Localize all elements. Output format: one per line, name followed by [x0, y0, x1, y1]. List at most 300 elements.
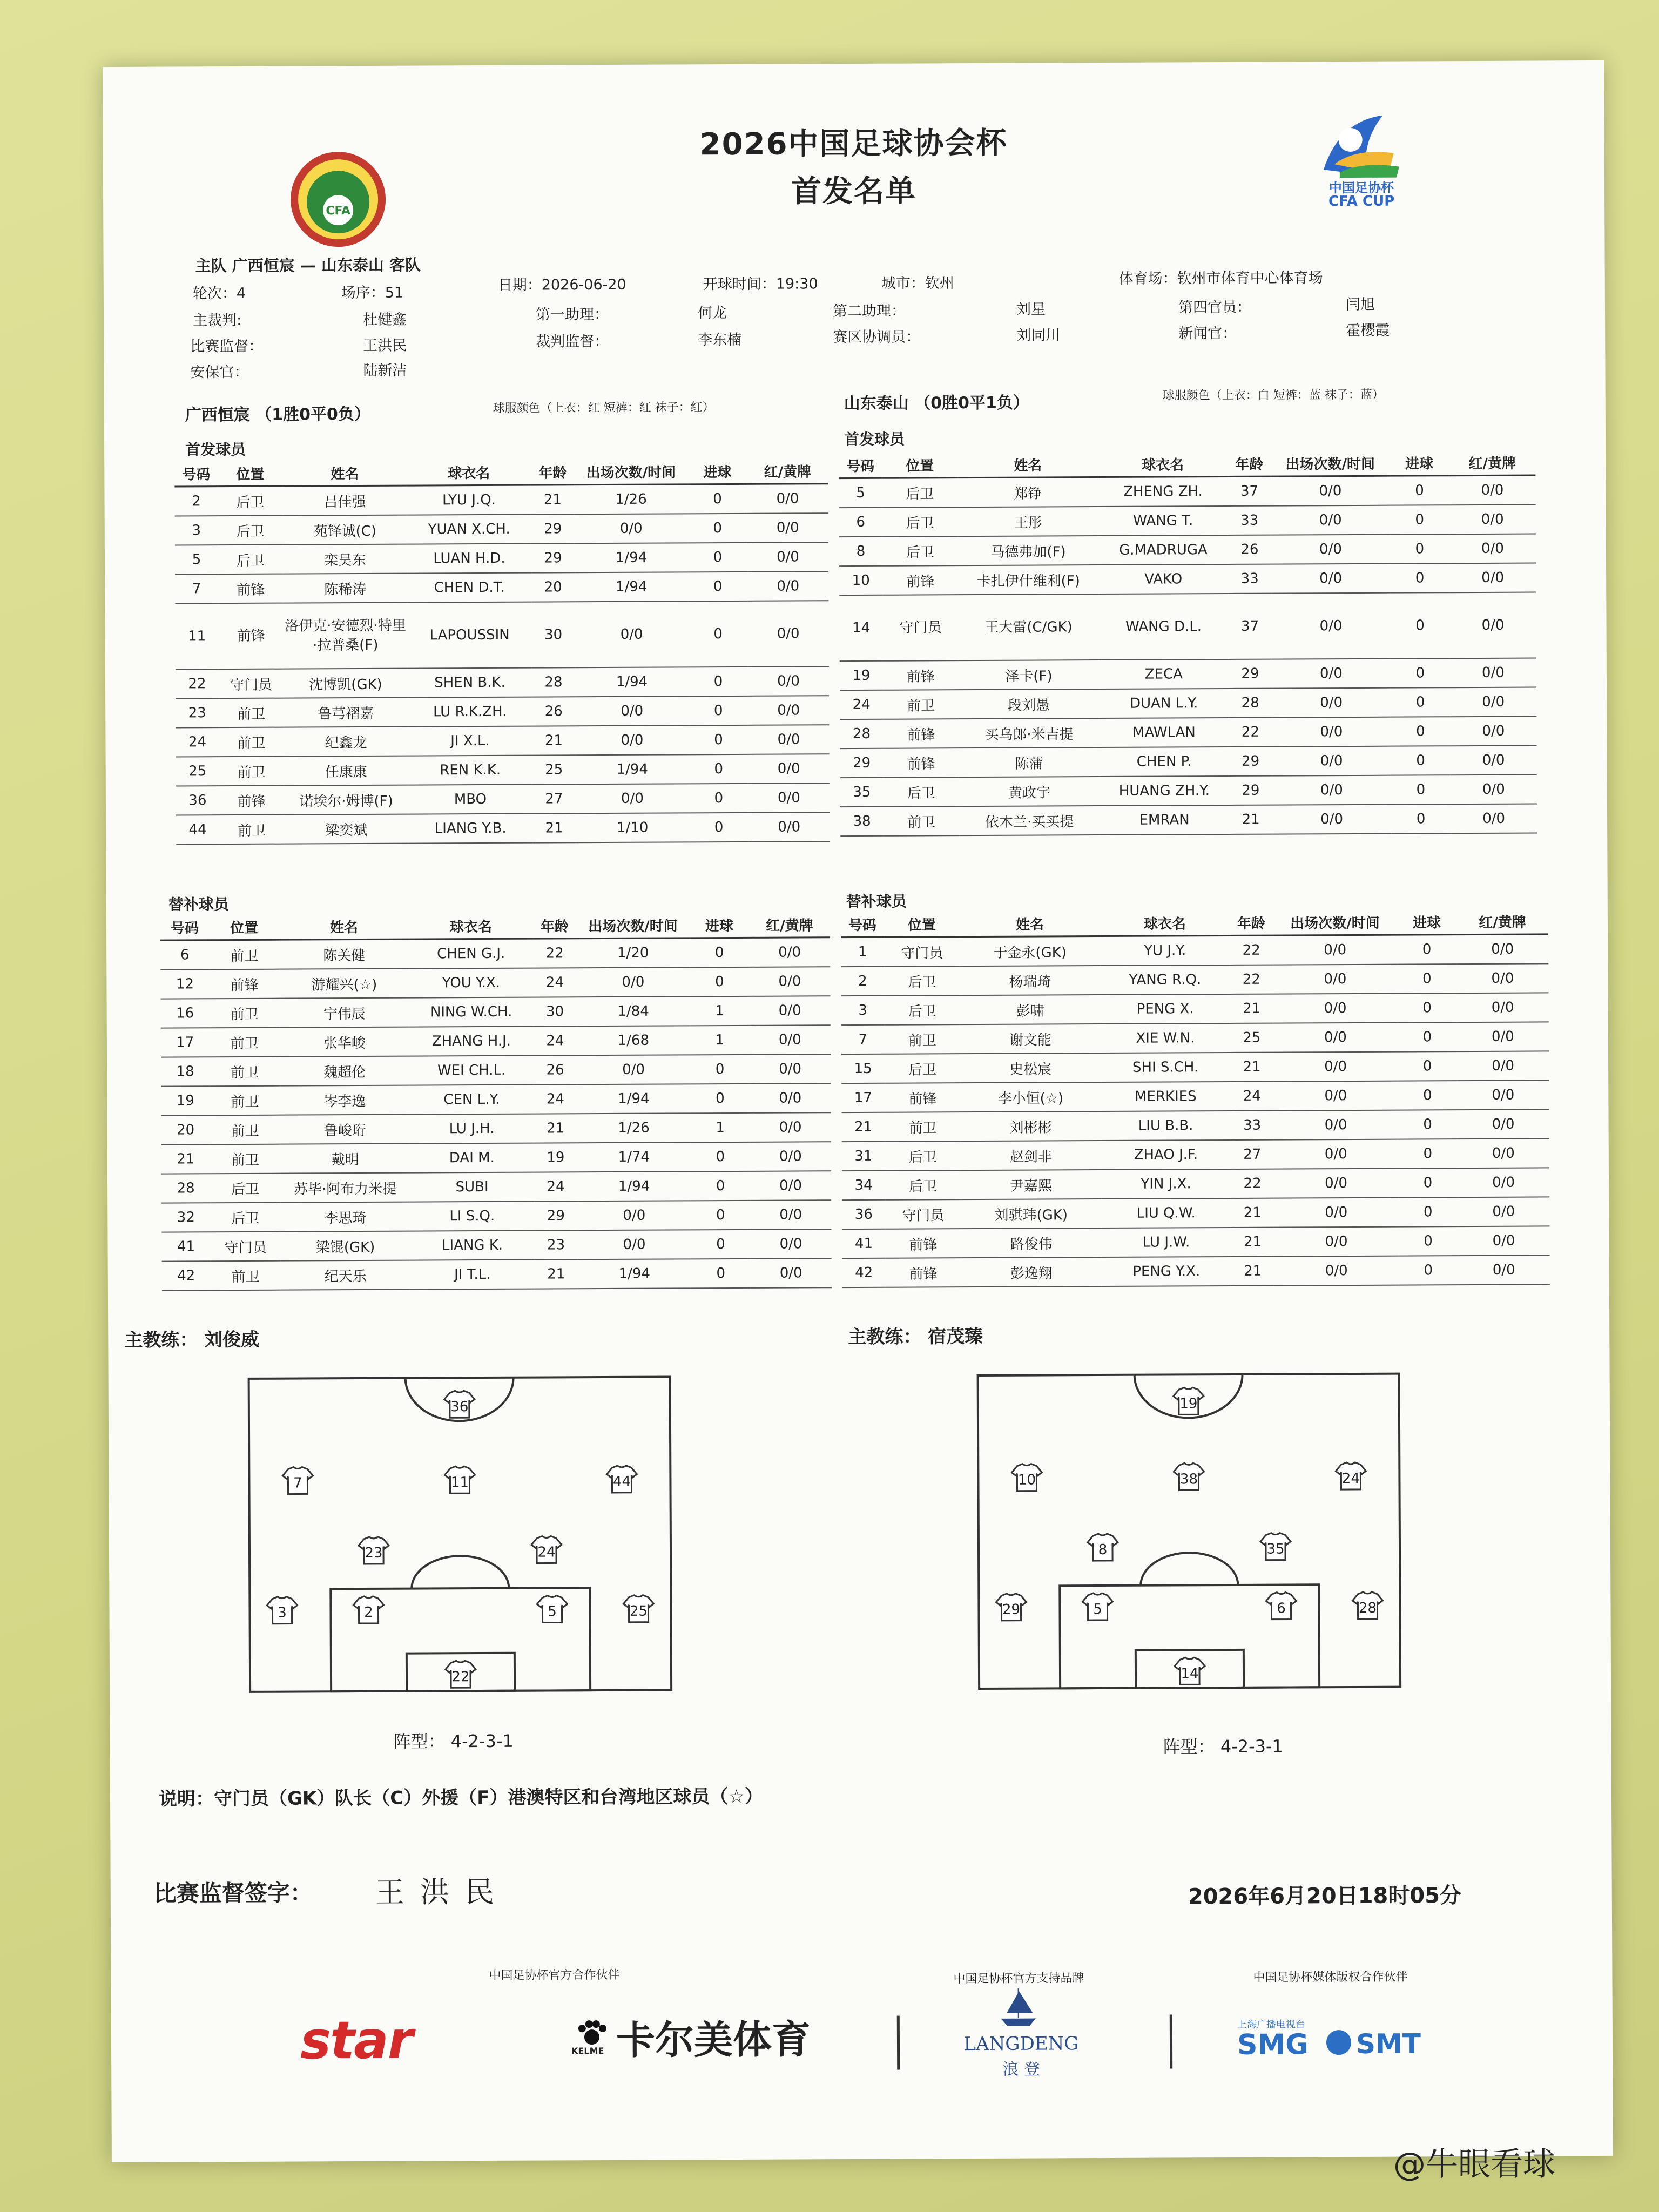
table-cell: 0	[1391, 804, 1451, 833]
table-cell: 1/68	[577, 1026, 690, 1055]
table-cell: LIANG K.	[410, 1231, 534, 1260]
table-cell: 于金永(GK)	[960, 936, 1100, 967]
table-cell: 0	[689, 784, 748, 813]
table-cell: 0/0	[750, 1083, 831, 1113]
jersey-number: 22	[451, 1669, 470, 1685]
table-row	[174, 484, 828, 516]
column-header: 年龄	[1228, 451, 1271, 477]
table-cell: 21	[534, 1114, 577, 1143]
table-cell: 0/0	[747, 571, 828, 601]
table-cell: CHEN G.J.	[409, 939, 533, 969]
table-cell: 38	[840, 807, 884, 836]
table-cell: 28	[840, 719, 883, 748]
jersey-icon	[1266, 1592, 1296, 1619]
table-cell: 0	[691, 1259, 751, 1288]
table-cell: 依木兰·买买提	[959, 806, 1100, 835]
fourth-official-label: 第四官员：	[1178, 299, 1252, 316]
table-cell: EMRAN	[1100, 805, 1229, 835]
jersey-number: 38	[1179, 1471, 1198, 1488]
table-cell: 0	[689, 667, 748, 696]
langdeng-logo: LANGDENG	[963, 2033, 1079, 2055]
table-row	[840, 745, 1537, 778]
table-cell: 18	[161, 1057, 210, 1086]
jersey-icon	[537, 1595, 567, 1622]
column-header: 出场次数/时间	[1273, 909, 1397, 936]
table-cell: 泽卡(F)	[959, 660, 1099, 690]
table-cell: 0	[691, 1201, 750, 1230]
table-cell: 前卫	[885, 1024, 960, 1054]
table-cell: 8	[839, 537, 882, 566]
table-cell: 0/0	[1271, 535, 1390, 564]
table-cell: 前锋	[882, 565, 958, 595]
table-cell: 0/0	[751, 1258, 832, 1288]
table-cell: 路俊伟	[961, 1228, 1101, 1258]
table-cell: 26	[1228, 535, 1271, 564]
table-cell: 19	[534, 1143, 577, 1172]
table-cell: CHEN P.	[1100, 747, 1229, 777]
table-cell: 33	[1230, 1111, 1273, 1140]
column-header: 年龄	[533, 913, 576, 939]
table-cell: 0/0	[1451, 774, 1537, 804]
table-cell: 6	[839, 508, 882, 537]
table-cell: 0/0	[1457, 1051, 1549, 1081]
table-cell: 0/0	[1271, 505, 1390, 535]
table-cell: SHEN B.K.	[408, 668, 532, 698]
jersey-icon	[996, 1594, 1026, 1621]
table-cell: 0	[687, 484, 747, 514]
table-cell: 前卫	[210, 1028, 280, 1057]
table-cell: 21	[1230, 1053, 1273, 1082]
table-cell: 张华峻	[280, 1027, 409, 1057]
table-cell: 0/0	[1273, 994, 1398, 1023]
table-cell: 35	[840, 778, 884, 807]
table-cell: 后卫	[885, 995, 960, 1025]
table-cell: 梁锟(GK)	[280, 1231, 410, 1261]
table-cell: 苑铎诚(C)	[283, 515, 407, 545]
divider	[897, 2016, 900, 2070]
table-cell: 0/0	[750, 1142, 831, 1171]
table-cell: 0/0	[747, 513, 828, 543]
table-cell: HUANG ZH.Y.	[1100, 776, 1229, 806]
table-cell: 段刘愚	[959, 689, 1099, 719]
table-cell: 1/94	[575, 572, 688, 602]
table-cell: 0/0	[748, 725, 829, 754]
jersey-number: 14	[1181, 1665, 1199, 1682]
table-cell: 0/0	[575, 725, 689, 755]
table-cell: 44	[176, 815, 219, 844]
table-cell: 33	[1228, 564, 1271, 594]
home-kit-colors: 球服颜色（上衣：红 短裤：红 袜子：红）	[493, 401, 714, 415]
table-cell: 42	[162, 1261, 211, 1290]
table-cell: 3	[175, 516, 218, 545]
table-cell: 41	[842, 1229, 885, 1258]
table-cell: 后卫	[885, 1141, 961, 1171]
table-cell: SUBI	[410, 1172, 534, 1202]
sponsor-caption-3: 中国足协杯媒体版权合作伙伴	[1253, 1970, 1408, 1985]
table-cell: 王彤	[958, 507, 1098, 536]
table-cell: 2	[841, 967, 884, 996]
table-cell: 0/0	[1458, 1226, 1549, 1256]
table-cell: 陈蒲	[959, 747, 1100, 777]
table-cell: 0/0	[1271, 593, 1391, 659]
table-cell: 0	[1390, 534, 1449, 563]
table-cell: 0	[1398, 1022, 1457, 1051]
jersey-number: 7	[293, 1475, 302, 1492]
away-starters-table	[839, 449, 1537, 837]
table-cell: 25	[1230, 1023, 1273, 1053]
table-cell: 22	[1231, 1169, 1274, 1198]
column-header: 进球	[690, 912, 749, 938]
table-cell: 0/0	[1457, 993, 1549, 1022]
table-cell: 19	[840, 661, 883, 690]
table-cell: 后卫	[210, 1203, 280, 1232]
jersey-number: 36	[450, 1399, 469, 1415]
fourth-official: 闫旭	[1345, 296, 1375, 314]
column-header: 位置	[209, 914, 279, 940]
home-formation: 阵型： 4-2-3-1	[393, 1730, 514, 1752]
jersey-number: 28	[1358, 1600, 1377, 1616]
table-cell: 0/0	[749, 967, 830, 996]
jersey-icon	[267, 1597, 297, 1624]
table-cell: 0/0	[1272, 805, 1391, 834]
table-cell: 前卫	[211, 1261, 281, 1291]
table-cell: CHEN D.T.	[407, 573, 531, 603]
home-coach: 主教练： 刘俊威	[124, 1328, 260, 1351]
table-cell: 前卫	[210, 1086, 280, 1116]
divider	[1170, 2014, 1172, 2068]
table-cell: 前锋	[885, 1083, 960, 1112]
table-cell: 守门员	[884, 937, 960, 967]
table-cell: 0/0	[748, 696, 829, 725]
table-cell: 26	[534, 1055, 577, 1084]
table-row	[840, 687, 1536, 719]
jersey-number: 2	[364, 1604, 373, 1621]
table-cell: 0	[1390, 563, 1449, 592]
jersey-icon	[606, 1466, 637, 1493]
table-cell: PENG X.	[1101, 994, 1230, 1024]
table-cell: 后卫	[218, 516, 283, 545]
table-cell: 21	[532, 726, 575, 755]
table-cell: 34	[842, 1171, 885, 1200]
langdeng-ship-icon	[997, 1986, 1040, 2029]
table-cell: 21	[841, 1112, 885, 1142]
table-cell: 0/0	[1449, 475, 1535, 505]
table-row	[175, 601, 829, 669]
table-cell: MERKIES	[1101, 1082, 1230, 1111]
table-cell: 1	[841, 937, 884, 967]
table-cell: 0	[688, 514, 747, 543]
table-cell: 0/0	[1274, 1198, 1398, 1228]
table-row	[841, 1109, 1549, 1142]
table-cell: 22	[1230, 935, 1273, 965]
jersey-number: 3	[278, 1604, 287, 1621]
table-cell: YUAN X.CH.	[407, 515, 531, 544]
table-cell: 0/0	[1449, 534, 1536, 563]
table-cell: 王大雷(C/GK)	[958, 594, 1099, 660]
table-row	[841, 963, 1548, 996]
table-cell: 0	[1391, 746, 1451, 775]
table-cell: 0	[1391, 775, 1451, 804]
table-cell: 0/0	[1457, 1022, 1549, 1051]
table-cell: 守门员	[885, 1199, 961, 1229]
jersey-number: 44	[612, 1473, 631, 1490]
table-cell: 20	[161, 1115, 210, 1144]
jersey-number: 35	[1266, 1541, 1285, 1557]
ar1-label: 第一助理：	[535, 306, 609, 323]
column-header: 进球	[1397, 909, 1456, 935]
column-header: 红/黄牌	[749, 912, 830, 938]
jersey-icon	[1336, 1462, 1366, 1489]
table-cell: 33	[1228, 506, 1271, 535]
table-cell: MAWLAN	[1099, 718, 1229, 747]
table-cell: 11	[175, 603, 219, 669]
table-cell: 28	[161, 1174, 210, 1203]
table-cell: JI T.L.	[410, 1260, 535, 1290]
table-cell: 29	[531, 543, 575, 572]
table-row	[839, 504, 1536, 537]
table-cell: 0/0	[1449, 563, 1536, 592]
table-cell: 前卫	[219, 698, 284, 728]
ar1: 何龙	[697, 305, 727, 322]
jersey-icon	[1011, 1464, 1042, 1491]
table-row	[841, 934, 1548, 967]
table-row	[841, 993, 1549, 1025]
table-row	[839, 592, 1536, 661]
referee: 杜健鑫	[362, 311, 407, 328]
table-row	[841, 1080, 1549, 1112]
jersey-number: 5	[1093, 1601, 1102, 1618]
table-row	[176, 754, 830, 786]
jersey-icon	[353, 1596, 383, 1623]
away-team-record: 山东泰山 （0胜0平1负）	[844, 393, 1029, 414]
column-header: 号码	[160, 914, 209, 940]
column-header: 红/黄牌	[747, 458, 828, 484]
teams-line: 主队 广西恒宸 — 山东泰山 客队	[195, 255, 421, 275]
table-cell: 前卫	[883, 690, 959, 719]
table-cell: 0/0	[575, 601, 689, 667]
column-header: 姓名	[279, 914, 409, 940]
column-header: 号码	[174, 461, 218, 487]
match-commissioner-label: 比赛监督：	[190, 338, 264, 355]
table-row	[841, 1022, 1549, 1054]
table-row	[161, 1112, 831, 1144]
table-cell: 0/0	[750, 1054, 831, 1084]
jersey-number: 19	[1179, 1395, 1198, 1412]
table-cell: 0/0	[1272, 717, 1391, 747]
table-cell: 0/0	[1458, 1197, 1549, 1226]
column-header: 号码	[839, 453, 882, 478]
column-header: 位置	[218, 461, 282, 487]
jersey-icon	[1088, 1534, 1118, 1561]
table-cell: 陈稀涛	[283, 574, 407, 603]
table-cell: 0/0	[748, 812, 830, 842]
table-row	[161, 1142, 831, 1174]
table-cell: 24	[840, 690, 883, 719]
table-cell: 0	[689, 725, 748, 754]
table-cell: 0/0	[1274, 1169, 1398, 1198]
table-cell: ZHENG ZH.	[1098, 476, 1228, 507]
table-cell: 后卫	[210, 1174, 280, 1203]
column-header: 球衣名	[407, 460, 531, 486]
table-cell: 0/0	[1273, 965, 1397, 994]
table-cell: 守门员	[210, 1232, 280, 1262]
jersey-icon	[531, 1536, 562, 1563]
table-row	[176, 666, 829, 698]
table-cell: 0/0	[1449, 504, 1536, 534]
table-cell: 0	[1391, 658, 1450, 687]
smg-logo: SMG	[1237, 2028, 1309, 2061]
jersey-icon	[1260, 1533, 1291, 1560]
table-cell: ZECA	[1099, 659, 1229, 689]
table-cell: 郑铮	[957, 477, 1098, 508]
table-cell: LUAN H.D.	[407, 544, 531, 574]
table-cell: 0/0	[1273, 935, 1397, 965]
table-cell: 0	[690, 967, 749, 996]
table-cell: 谢文能	[960, 1024, 1101, 1054]
table-cell: 0/0	[750, 1200, 831, 1230]
table-row	[176, 783, 830, 815]
table-cell: 21	[535, 1259, 578, 1289]
table-cell: 前锋	[883, 719, 959, 748]
table-cell: 29	[1229, 776, 1272, 805]
jersey-icon	[444, 1466, 475, 1493]
table-cell: 0	[1398, 1051, 1457, 1081]
table-cell: 守门员	[882, 595, 959, 661]
table-cell: 0/0	[1457, 1080, 1549, 1110]
table-cell: 7	[841, 1025, 885, 1054]
table-cell: 0	[1398, 1168, 1458, 1197]
table-cell: 0	[1398, 993, 1457, 1022]
table-cell: 1/84	[577, 996, 690, 1026]
table-cell: 0/0	[1458, 1255, 1550, 1285]
table-cell: 前卫	[210, 1057, 280, 1087]
table-cell: 17	[841, 1083, 885, 1112]
table-cell: 25	[176, 757, 219, 786]
table-cell: 0/0	[747, 542, 828, 572]
table-cell: 苏毕·阿布力米提	[280, 1173, 410, 1203]
table-cell: 李思琦	[280, 1202, 410, 1232]
table-cell: 0/0	[750, 1025, 831, 1055]
table-cell: XIE W.N.	[1101, 1023, 1230, 1053]
table-cell: 沈博凯(GK)	[284, 669, 408, 698]
table-cell: 0/0	[1450, 687, 1536, 717]
match-date: 日期：2026-06-20	[497, 276, 626, 294]
jersey-number: 11	[450, 1474, 469, 1491]
table-cell: 吕佳强	[282, 485, 407, 516]
table-cell: 0/0	[1272, 746, 1391, 776]
lineup-sheet	[103, 60, 1613, 2162]
jersey-number: 25	[629, 1603, 648, 1620]
table-cell: 0/0	[748, 783, 830, 813]
jersey-icon	[1174, 1463, 1204, 1490]
table-cell: 1	[690, 1026, 750, 1055]
table-cell: 0/0	[1456, 934, 1548, 964]
ar2: 刘星	[1016, 301, 1046, 318]
column-header: 进球	[1390, 450, 1449, 476]
table-cell: 史松宸	[960, 1053, 1101, 1083]
table-row	[839, 534, 1536, 566]
table-cell: 1/26	[577, 1113, 690, 1143]
venue: 体育场：钦州市体育中心体育场	[1118, 269, 1323, 287]
home-starters-table	[174, 458, 830, 845]
table-cell: 后卫	[882, 536, 958, 566]
table-cell: 前锋	[883, 660, 959, 690]
cfa-cup-logo-en: CFA CUP	[1328, 193, 1395, 210]
table-row	[176, 696, 829, 727]
table-row	[839, 563, 1536, 595]
table-cell: 0/0	[1274, 1227, 1398, 1257]
table-cell: 0/0	[1271, 476, 1390, 505]
table-row	[175, 513, 828, 545]
table-cell: 2	[174, 487, 218, 516]
away-kit-colors: 球服颜色（上衣：白 短裤：蓝 袜子：蓝）	[1162, 388, 1384, 403]
jersey-number: 23	[365, 1545, 383, 1561]
jersey-number: 29	[1002, 1601, 1021, 1618]
table-cell: G.MADRUGA	[1098, 535, 1228, 565]
table-row	[842, 1168, 1549, 1200]
table-cell: 29	[1229, 747, 1272, 776]
jersey-number: 24	[537, 1544, 556, 1561]
table-cell: 28	[532, 667, 575, 697]
table-cell: 0/0	[750, 1171, 831, 1201]
table-cell: 0/0	[747, 484, 828, 514]
table-cell: 纪鑫龙	[284, 727, 408, 757]
jersey-icon	[359, 1537, 389, 1564]
table-cell: 1/94	[578, 1259, 691, 1289]
table-cell: 24	[534, 1172, 577, 1201]
table-cell: 后卫	[882, 478, 957, 508]
table-cell: 0	[688, 543, 747, 572]
column-header: 出场次数/时间	[574, 458, 687, 484]
table-cell: LIU Q.W.	[1101, 1198, 1231, 1228]
table-cell: 前卫	[210, 1144, 280, 1174]
jersey-number: 10	[1017, 1472, 1036, 1488]
away-starters-title: 首发球员	[844, 430, 905, 449]
away-subs-table	[841, 908, 1550, 1288]
table-row	[161, 1229, 831, 1261]
table-cell: 0/0	[1273, 1052, 1398, 1082]
table-row	[161, 1171, 831, 1203]
table-cell: 22	[1229, 718, 1272, 747]
table-cell: 0/0	[1274, 1256, 1399, 1286]
table-cell: 0/0	[747, 601, 829, 667]
table-cell: YANG R.Q.	[1100, 965, 1230, 995]
table-cell: 戴明	[280, 1144, 410, 1174]
table-row	[842, 1138, 1549, 1171]
table-cell: 21	[1229, 805, 1272, 834]
table-cell: 0/0	[1272, 688, 1391, 718]
table-row	[176, 812, 830, 844]
table-cell: PENG Y.X.	[1102, 1257, 1231, 1286]
table-cell: 0/0	[575, 514, 688, 543]
table-cell: 1	[690, 996, 750, 1026]
table-cell: 21	[161, 1144, 210, 1174]
kelme-logo: 卡尔美体育	[616, 2017, 811, 2063]
table-cell: 31	[842, 1142, 885, 1171]
table-cell: 买乌郎·米吉提	[959, 718, 1099, 748]
table-cell: 任康康	[284, 756, 408, 786]
smg-top: 上海广播电视台	[1237, 2019, 1305, 2031]
table-row	[161, 1025, 831, 1057]
table-cell: 尹嘉熙	[961, 1170, 1101, 1199]
table-cell: 鲁芎褶嘉	[284, 698, 408, 727]
jersey-icon	[446, 1661, 476, 1688]
table-cell: 前卫	[219, 727, 284, 757]
table-row	[160, 938, 830, 970]
table-row	[161, 1083, 831, 1115]
table-cell: 前卫	[219, 815, 284, 845]
cfa-cup-logo-text: 中国足协杯	[1328, 180, 1394, 196]
